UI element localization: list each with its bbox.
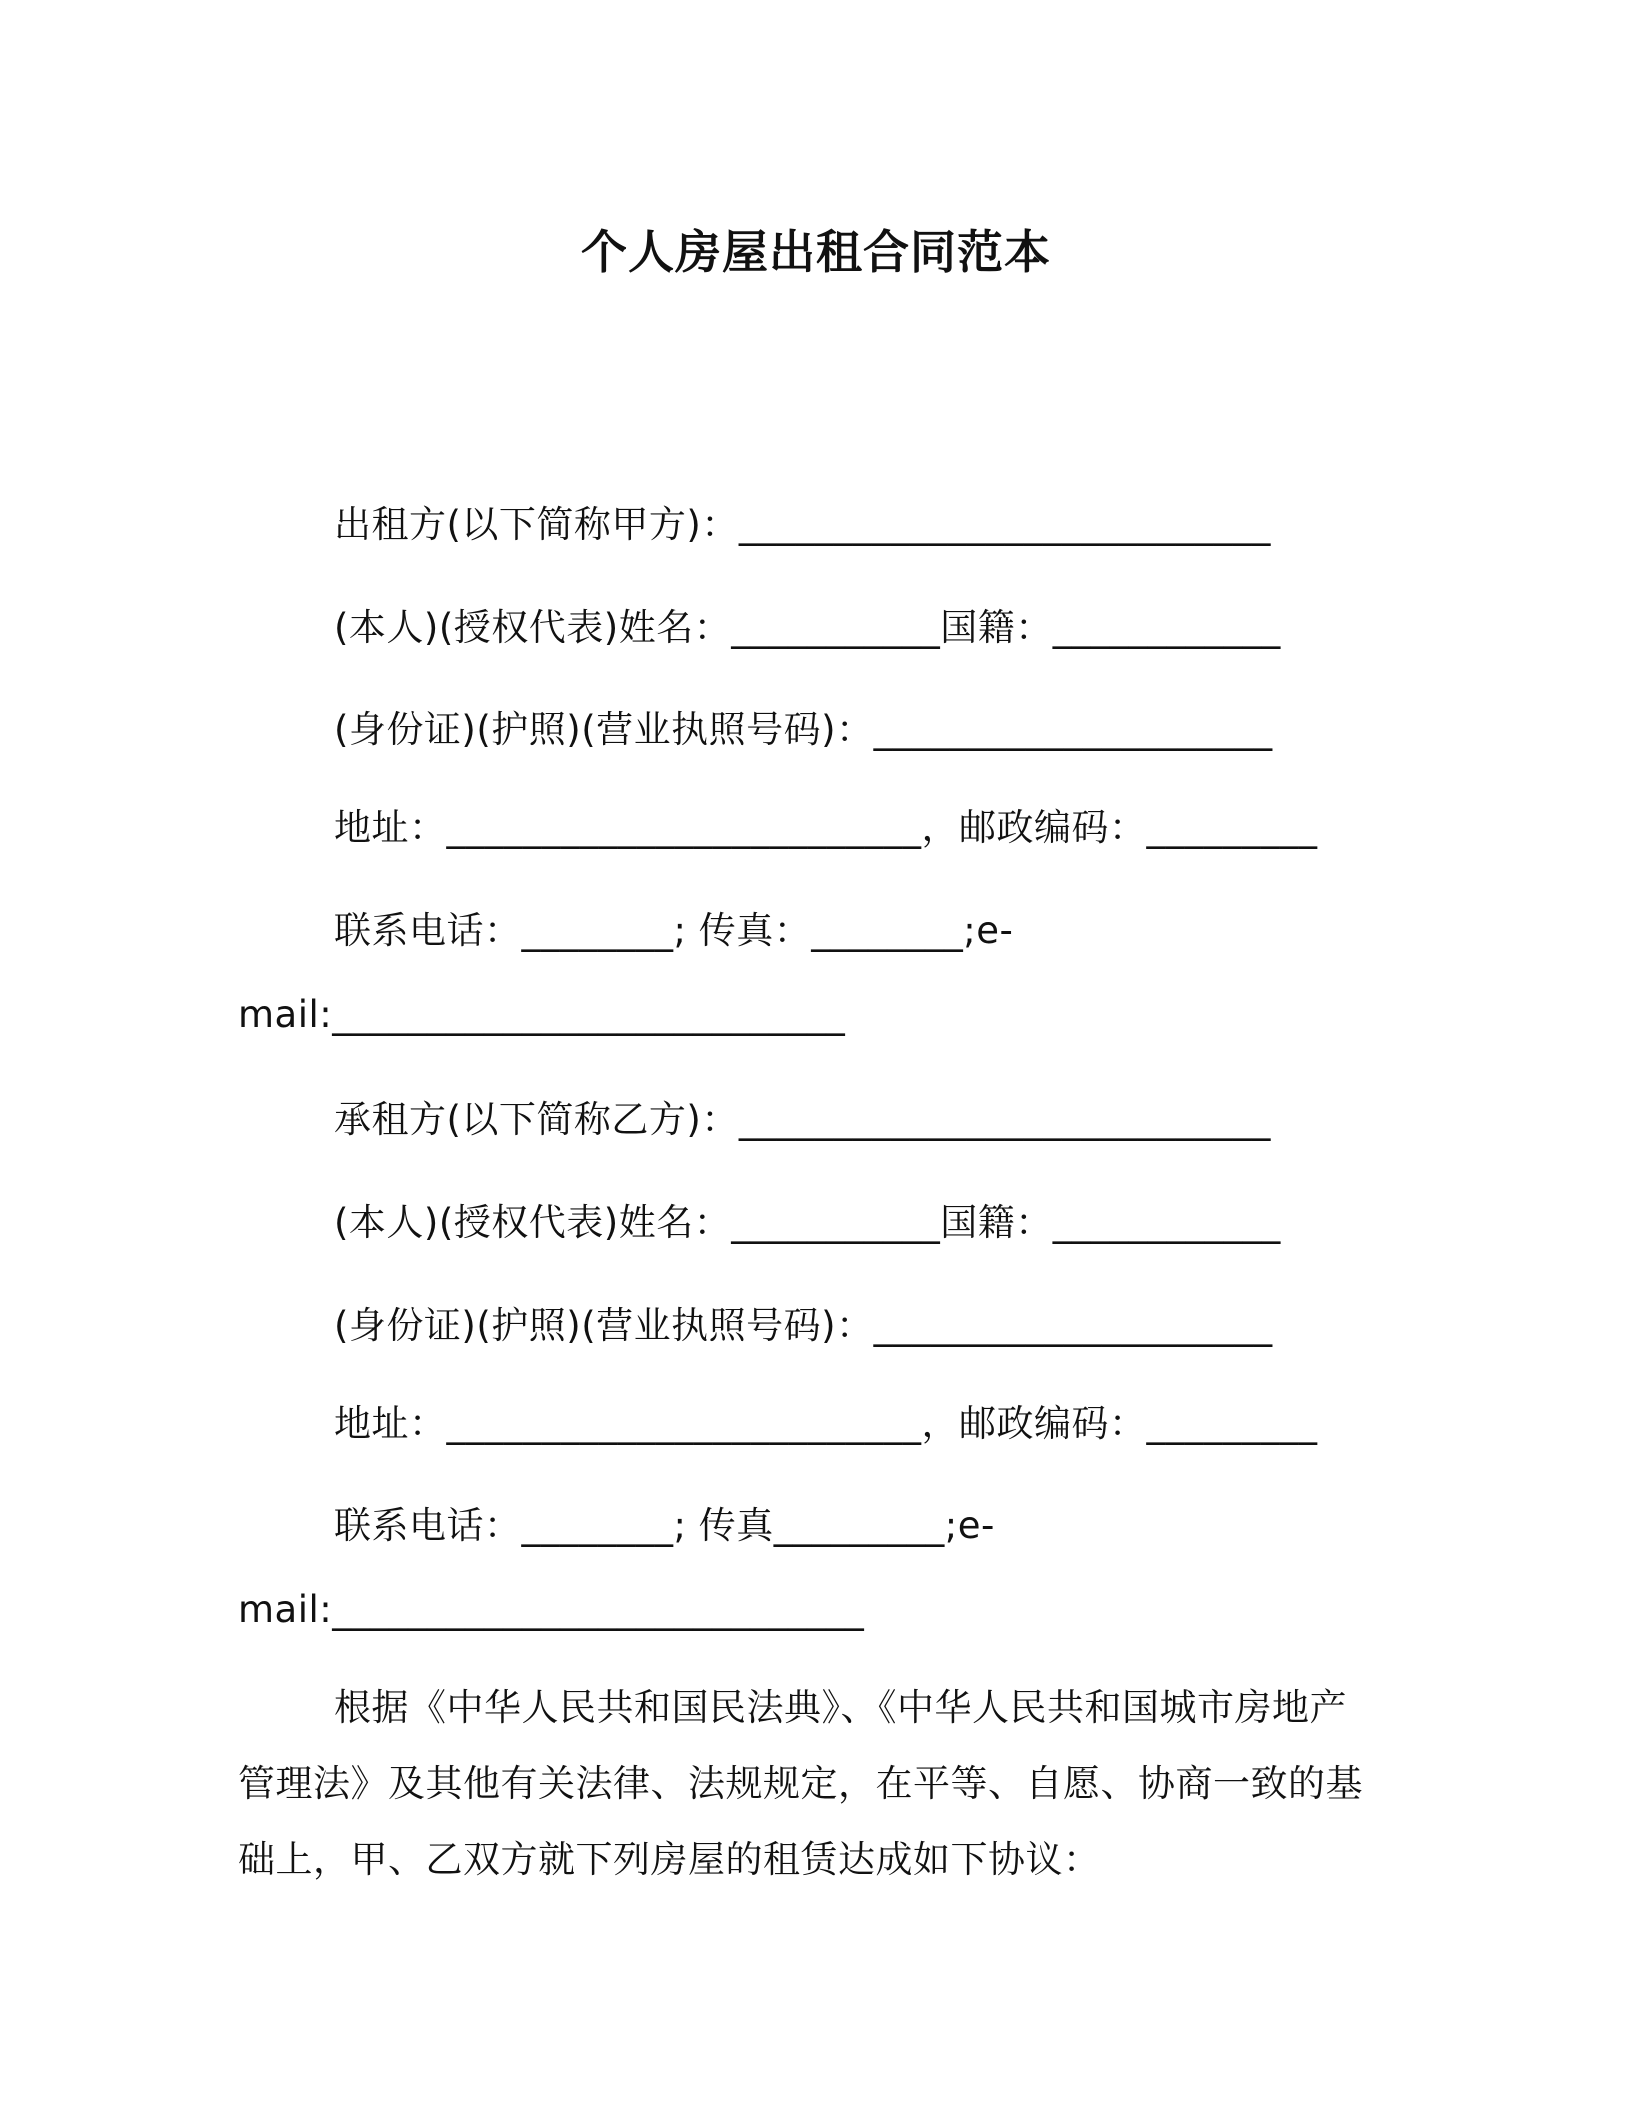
lessee-id-number-line: (身份证)(护照)(营业执照号码)：_____________________ (334, 1304, 1273, 1347)
preamble-line: 管理法》及其他有关法律、法规规定，在平等、自愿、协商一致的基 (238, 1762, 1363, 1805)
lessor-id-number-line: (身份证)(护照)(营业执照号码)：_____________________ (334, 708, 1273, 751)
lessee-phone-fax-line: 联系电话：________; 传真_________;e- (334, 1504, 995, 1547)
lessor-party-line: 出租方(以下简称甲方)：____________________________ (334, 503, 1271, 546)
lessor-name-nationality-line: (本人)(授权代表)姓名：___________国籍：____________ (334, 606, 1281, 649)
lessee-address-postcode-line: 地址：_________________________，邮政编码：_________ (334, 1402, 1318, 1445)
lessor-email-line: mail:___________________________ (238, 993, 846, 1036)
preamble-line: 础上，甲、乙双方就下列房屋的租赁达成如下协议： (238, 1838, 1101, 1881)
lessee-email-line: mail:____________________________ (238, 1588, 865, 1631)
preamble-line: 根据《中华人民共和国民法典》、《中华人民共和国城市房地产 (334, 1686, 1347, 1729)
lessor-address-postcode-line: 地址：_________________________，邮政编码：_________ (334, 806, 1318, 849)
lessee-party-line: 承租方(以下简称乙方)：____________________________ (334, 1098, 1271, 1141)
lessor-phone-fax-line: 联系电话：________; 传真：________;e- (334, 909, 1014, 952)
lessee-name-nationality-line: (本人)(授权代表)姓名：___________国籍：____________ (334, 1201, 1281, 1244)
page-title: 个人房屋出租合同范本 (581, 225, 1051, 279)
